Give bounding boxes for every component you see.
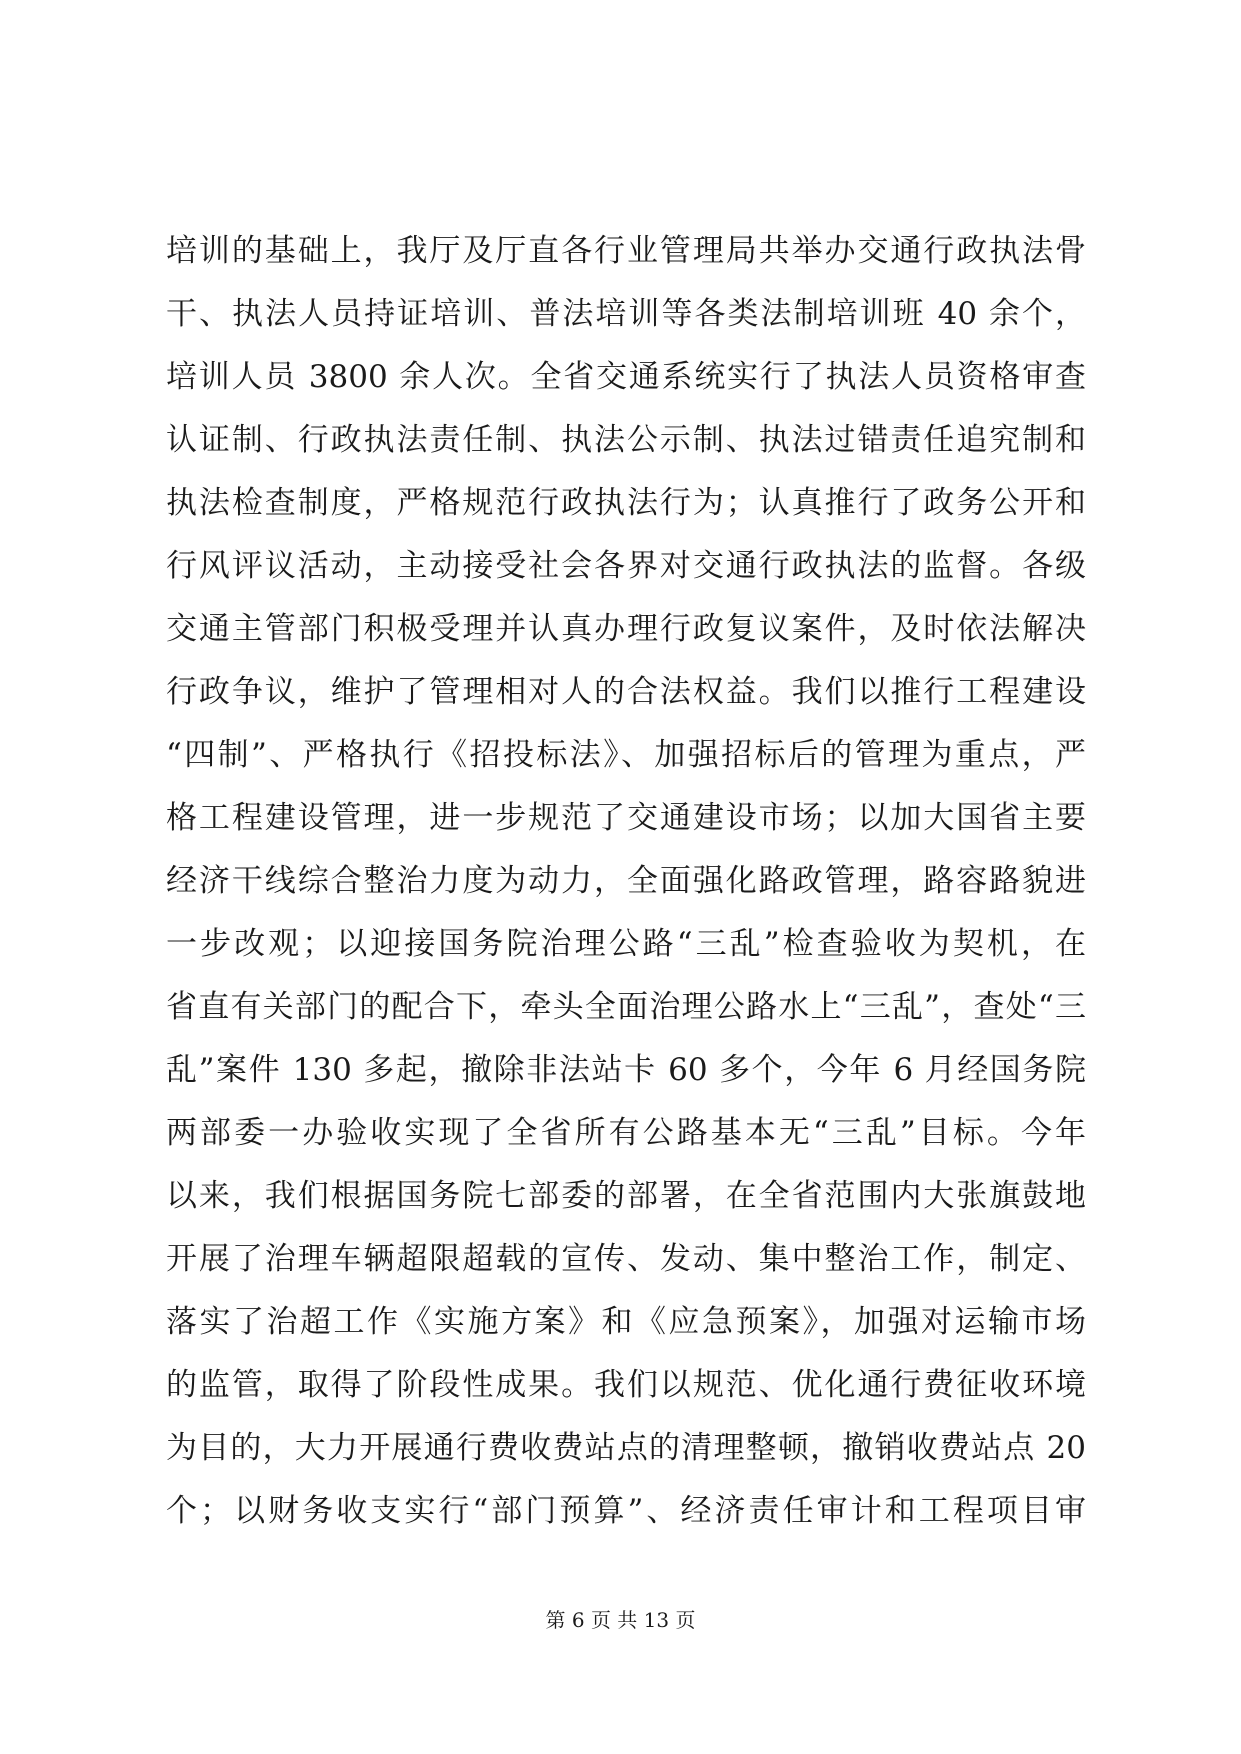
page-number-footer: 第 6 页 共 13 页 bbox=[545, 1608, 696, 1632]
text-line: 交通主管部门积极受理并认真办理行政复议案件，及时依法解决 bbox=[166, 611, 1086, 647]
text-line: 开展了治理车辆超限超载的宣传、发动、集中整治工作，制定、 bbox=[166, 1241, 1086, 1277]
text-line: 行风评议活动，主动接受社会各界对交通行政执法的监督。各级 bbox=[166, 548, 1086, 584]
text-line: 个；以财务收支实行“部门预算”、经济责任审计和工程项目审 bbox=[166, 1493, 1086, 1529]
text-line: 培训的基础上，我厅及厅直各行业管理局共举办交通行政执法骨 bbox=[166, 233, 1086, 269]
text-line: 以来，我们根据国务院七部委的部署，在全省范围内大张旗鼓地 bbox=[166, 1178, 1086, 1214]
text-line: “四制”、严格执行《招投标法》、加强招标后的管理为重点，严 bbox=[166, 737, 1086, 773]
text-line: 乱”案件 130 多起，撤除非法站卡 60 多个，今年 6 月经国务院 bbox=[166, 1052, 1086, 1088]
text-line: 一步改观；以迎接国务院治理公路“三乱”检查验收为契机，在 bbox=[166, 926, 1086, 962]
body-text bbox=[166, 220, 1086, 1543]
text-line: 为目的，大力开展通行费收费站点的清理整顿，撤销收费站点 20 bbox=[166, 1430, 1086, 1466]
text-line: 落实了治超工作《实施方案》和《应急预案》，加强对运输市场 bbox=[166, 1304, 1086, 1340]
text-line: 执法检查制度，严格规范行政执法行为；认真推行了政务公开和 bbox=[166, 485, 1086, 521]
text-line: 格工程建设管理，进一步规范了交通建设市场；以加大国省主要 bbox=[166, 800, 1086, 836]
text-line: 干、执法人员持证培训、普法培训等各类法制培训班 40 余个， bbox=[166, 296, 1086, 332]
text-line: 行政争议，维护了管理相对人的合法权益。我们以推行工程建设 bbox=[166, 674, 1086, 710]
text-line: 培训人员 3800 余人次。全省交通系统实行了执法人员资格审查 bbox=[166, 359, 1086, 395]
text-line: 认证制、行政执法责任制、执法公示制、执法过错责任追究制和 bbox=[166, 422, 1086, 458]
text-line: 的监管，取得了阶段性成果。我们以规范、优化通行费征收环境 bbox=[166, 1367, 1086, 1403]
text-line: 两部委一办验收实现了全省所有公路基本无“三乱”目标。今年 bbox=[166, 1115, 1086, 1151]
text-line: 经济干线综合整治力度为动力，全面强化路政管理，路容路貌进 bbox=[166, 863, 1086, 899]
text-line: 省直有关部门的配合下，牵头全面治理公路水上“三乱”，查处“三 bbox=[166, 989, 1086, 1025]
